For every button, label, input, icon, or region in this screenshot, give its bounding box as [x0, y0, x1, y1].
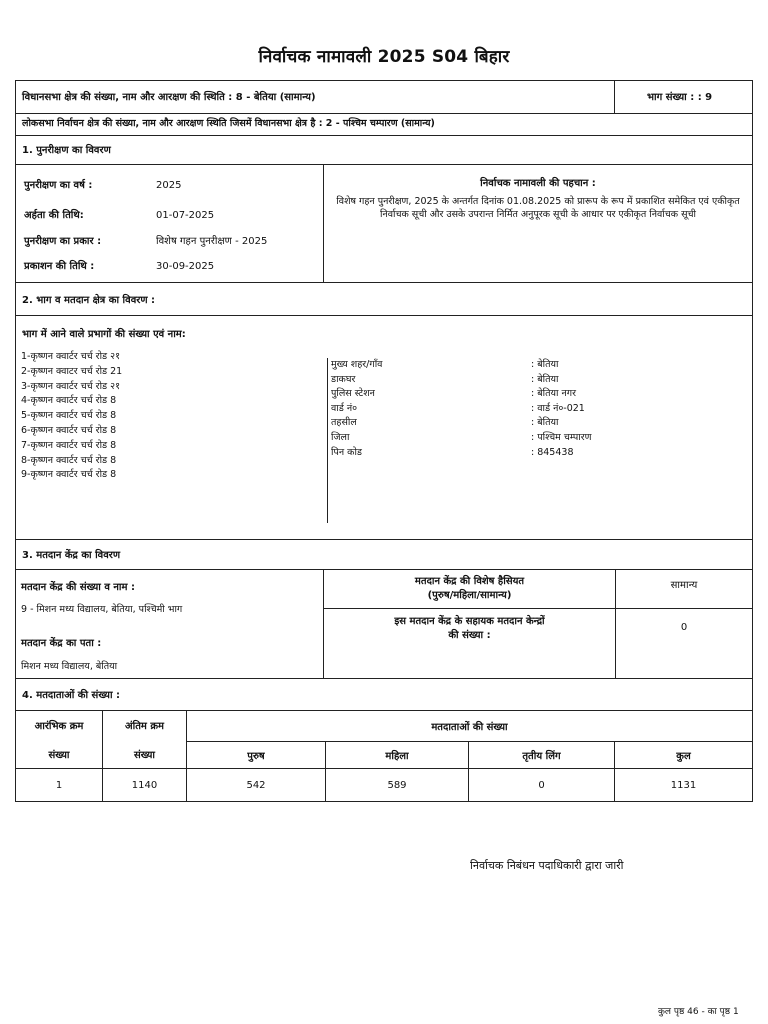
- station-type-value: सामान्य: [670, 580, 698, 591]
- table-cell-start: 1: [15, 768, 103, 802]
- table-cell-total: 1131: [614, 768, 753, 802]
- roll-identity: [323, 164, 753, 283]
- detail-label: मुख्य शहर/गाँव: [331, 359, 383, 370]
- loksabha-row: [15, 113, 753, 136]
- table-cell-male: 542: [186, 768, 326, 802]
- revision-details: [15, 164, 324, 283]
- station-type-label-line1: मतदान केंद्र की विशेष हैसियत: [414, 576, 525, 587]
- revision-type-label: पुनरीक्षण का प्रकार :: [24, 236, 102, 247]
- col-third-gender-header: तृतीय लिंग: [468, 741, 615, 769]
- list-item: 5-कृष्णन क्वार्टर चर्च रोड 8: [21, 410, 117, 422]
- col-start-line2: संख्या: [48, 749, 70, 761]
- publication-date-label: प्रकाशन की तिथि :: [24, 261, 95, 272]
- table-cell-end: 1140: [102, 768, 187, 802]
- list-item: 7-कृष्णन क्वार्टर चर्च रोड 8: [21, 439, 117, 451]
- part-area-details: [15, 315, 753, 540]
- issued-by: निर्वाचक निबंधन पदाधिकारी द्वारा जारी: [470, 859, 624, 872]
- aux-stations-label-line1: इस मतदान केंद्र के सहायक मतदान केन्द्रों: [394, 616, 545, 627]
- detail-row: [331, 402, 731, 417]
- section3-heading-row: [15, 539, 753, 570]
- detail-row: [331, 416, 731, 431]
- detail-label: पुलिस स्टेशन: [331, 388, 375, 400]
- aux-stations-label-cell: [323, 608, 616, 679]
- address-label: मतदान केंद्र का पता :: [21, 638, 102, 649]
- part-number-row: [614, 80, 753, 114]
- polling-station-details: [15, 569, 324, 679]
- col-end-header: [102, 710, 187, 769]
- col-end-line1: अंतिम क्रम: [124, 721, 165, 733]
- address-value: मिशन मध्य विद्यालय, बेतिया: [21, 661, 118, 672]
- aux-stations-value-cell: [615, 608, 753, 679]
- detail-label: डाकघर: [331, 373, 356, 385]
- list-item: 4-कृष्णन क्वार्टर चर्च रोड 8: [21, 395, 117, 407]
- roll-identity-heading: निर्वाचक नामावली की पहचान :: [480, 178, 596, 189]
- loksabha-text: लोकसभा निर्वाचन क्षेत्र की संख्या, नाम और आरक्षण स्थिति जिसमें विधानसभा क्षेत्र है : 2 - पश्चिम चम्पारण (सामान्य): [22, 118, 435, 129]
- station-type-label-line2: (पुरुष/महिला/सामान्य): [427, 589, 512, 601]
- detail-label: वार्ड नं०: [331, 402, 358, 414]
- station-type-label-cell: [323, 569, 616, 609]
- section1-heading-row: [15, 135, 753, 165]
- section3-heading: 3. मतदान केंद्र का विवरण: [22, 550, 121, 561]
- sections-subheading: भाग में आने वाले प्रभागों की संख्या एवं नाम:: [22, 329, 186, 340]
- page-title: निर्वाचक नामावली 2025 S04 बिहार: [258, 47, 510, 67]
- col-total-header: कुल: [614, 741, 753, 769]
- publication-date-value: 30-09-2025: [156, 261, 215, 272]
- aux-stations-label-line2: की संख्या :: [448, 629, 491, 641]
- list-item: 1-कृष्णन क्वार्टर चर्च रोड २१: [21, 351, 121, 362]
- detail-label: जिला: [331, 431, 350, 443]
- station-value: 9 - मिशन मध्य विद्यालय, बेतिया, पश्चिमी भाग: [21, 604, 183, 615]
- list-item: 8-कृष्णन क्वार्टर चर्च रोड 8: [21, 454, 117, 466]
- detail-value: : बेतिया: [531, 417, 559, 429]
- roll-identity-text: विशेष गहन पुनरीक्षण, 2025 के अन्तर्गत दिनांक 01.08.2025 को प्रारूप के रूप में प्रकाशित समेकित एवं एकीकृत निर्वाचक सूची और उसके उपरान्त निर्मित अनुपूरक सूची के आधार पर एकीकृत निर्वाचक सूची: [336, 196, 740, 220]
- detail-label: तहसील: [331, 417, 357, 429]
- column-divider: [327, 358, 328, 523]
- voters-count-header: मतदाताओं की संख्या: [186, 710, 753, 742]
- aux-stations-value: 0: [680, 622, 688, 633]
- part-number: भाग संख्या : : 9: [647, 92, 713, 103]
- col-start-header: [15, 710, 103, 769]
- list-item: 6-कृष्णन क्वार्टर चर्च रोड 8: [21, 424, 117, 436]
- section2-heading-row: [15, 282, 753, 316]
- col-male-header: पुरुष: [186, 741, 326, 769]
- detail-label: पिन कोड: [331, 446, 362, 458]
- detail-row: [331, 446, 731, 461]
- assembly-row: [15, 80, 615, 114]
- revision-year-label: पुनरीक्षण का वर्ष :: [24, 180, 93, 191]
- page-number: कुल पृष्ठ 46 - का पृष्ठ 1: [658, 1007, 739, 1017]
- qualifying-date-label: अर्हता की तिथि:: [24, 210, 84, 221]
- section4-heading: 4. मतदाताओं की संख्या :: [22, 690, 121, 701]
- station-label: मतदान केंद्र की संख्या व नाम :: [21, 582, 135, 593]
- aux-stations-label: [324, 615, 615, 642]
- sections-list: [21, 350, 321, 483]
- revision-year-value: 2025: [156, 180, 182, 191]
- col-end-line2: संख्या: [134, 749, 155, 761]
- detail-value: : बेतिया नगर: [531, 388, 577, 400]
- station-type-label: [324, 575, 615, 602]
- section2-heading: 2. भाग व मतदान क्षेत्र का विवरण :: [22, 295, 156, 306]
- assembly-text: विधानसभा क्षेत्र की संख्या, नाम और आरक्षण की स्थिति : 8 - बेतिया (सामान्य): [22, 92, 316, 103]
- detail-row: [331, 373, 731, 388]
- revision-type-value: विशेष गहन पुनरीक्षण - 2025: [156, 236, 268, 247]
- list-item: 9-कृष्णन क्वार्टर चर्च रोड 8: [21, 469, 117, 481]
- detail-value: : बेतिया: [531, 359, 559, 370]
- detail-value: : वार्ड नं०-021: [531, 402, 585, 414]
- list-item: 3-कृष्णन क्वार्टर चर्च रोड २१: [21, 380, 121, 392]
- qualifying-date-value: 01-07-2025: [156, 210, 215, 221]
- col-female-header: महिला: [325, 741, 469, 769]
- table-cell-third-gender: 0: [468, 768, 615, 802]
- station-type-value-cell: [615, 569, 753, 609]
- section4-heading-row: [15, 678, 753, 711]
- detail-row: [331, 431, 731, 446]
- detail-value: : पश्चिम चम्पारण: [531, 431, 592, 443]
- section1-heading: 1. पुनरीक्षण का विवरण: [22, 145, 111, 156]
- detail-row: [331, 358, 731, 373]
- area-details-list: [331, 358, 731, 460]
- col-start-line1: आरंभिक क्रम: [34, 721, 84, 733]
- list-item: 2-कृष्णन क्वाटर चर्च रोड 21: [21, 365, 123, 377]
- table-cell-female: 589: [325, 768, 469, 802]
- detail-value: : 845438: [531, 446, 574, 458]
- detail-value: : बेतिया: [531, 373, 559, 385]
- detail-row: [331, 387, 731, 402]
